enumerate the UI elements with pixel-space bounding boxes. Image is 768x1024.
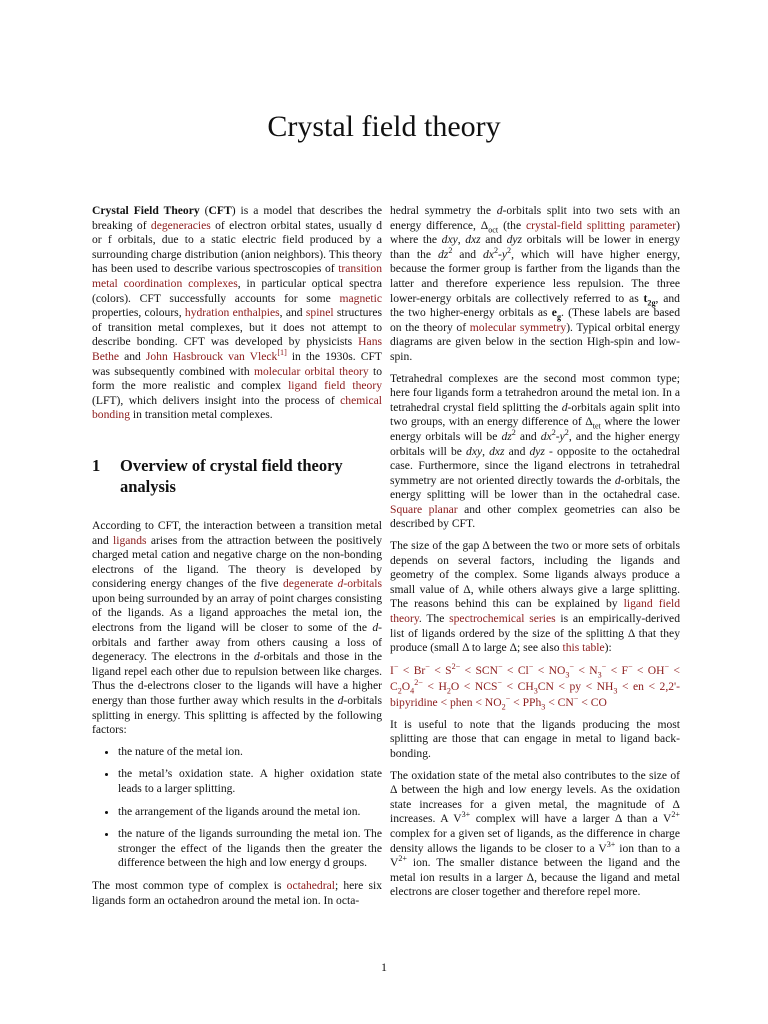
oxidation-state-paragraph: The oxidation state of the metal also contributes to the size of Δ between the high and low energy levels. As the oxidation state increases for a given metal, the magnitude of Δ increases. A $V^{3+}$ complex will have a larger Δ than a $V^{2+}$ complex for a given set of ligands, as the difference in charge density allows the ligands to be closer to a $V^{3+}$ ion than to a $V^{2+}$ ion. The smaller distance between the ligand and the metal ion results in a larger Δ, because the ligand and metal electrons are closer together and therefore repel more.: [390, 768, 681, 899]
right-column: [390, 204, 680, 907]
link-degenerate-d-orbitals[interactable]: degenerate d-orbitals: [282, 577, 382, 591]
spectrochemical-series: $I^- < Br^- < S^{2-} < SCN^- < Cl^- < NO_3^- < N_3^- < F^- < OH^- < C_2O_4^{2-} < H_2O < NCS^- < CH_3CN$ < py < $NH_3$ < en < 2,2'-bipyridine < phen < $NO_2^- < PPh_3 < CN^-$ < CO: [390, 661, 681, 712]
section-heading: [92, 455, 382, 497]
overview-paragraph: According to CFT, the interaction between a transition metal and ligands arises from the attraction between the positively charged metal cation and negative charge on the non-bonding electrons of the ligand. The theory is developed by considering energy changes of the five degenerate d-orbitals upon being surrounded by an array of point charges consisting of the ligands. As a ligand approaches the metal ion, the electrons from the ligand will be closer to some of the d-orbitals and farther away from others causing a loss of degeneracy. The electrons in the d-orbitals and those in the ligand repel each other due to repulsion between like charges. Thus the d-electrons closer to the ligands will have a higher energy than those further away which results in the d-orbitals splitting in energy. This splitting is affected by the following factors:: [92, 518, 383, 737]
link-hydration-enthalpies[interactable]: hydration enthalpies: [184, 306, 280, 320]
backbonding-paragraph: It is useful to note that the ligands producing the most splitting are those that can engage in metal to ligand back-bonding.: [390, 717, 680, 760]
link-magnetic[interactable]: magnetic: [339, 291, 382, 305]
link-this-table[interactable]: this table: [562, 641, 605, 655]
tetrahedral-paragraph: Tetrahedral complexes are the second most common type; here four ligands form a tetrahedron around the metal ion. In a tetrahedral crystal field splitting the d-orbitals again split into two groups, with an energy difference of $\Delta_{tet}$ where the lower energy orbitals will be $dz^2$ and $dx^2-y^2$, and the higher energy orbitals will be dxy, dxz and dyz - opposite to the octahedral case. Furthermore, since the ligand electrons in tetrahedral symmetry are not oriented directly towards the d-orbitals, the energy splitting will be lower than in the octahedral case. Square planar and other complex geometries can also be described by CFT.: [390, 371, 681, 531]
link-john-van-vleck[interactable]: John Hasbrouck van Vleck: [145, 349, 278, 363]
page-number: 1: [381, 960, 387, 974]
link-ligand-field-theory-2[interactable]: ligand field theory: [390, 597, 681, 626]
octahedral-cont-paragraph: hedral symmetry the d-orbitals split into two sets with an energy difference, $\Delta_{oct}$ (the crystal-field splitting parameter) where the dxy, dxz and dyz orbitals will be lower in energy than the $dz^2$ and $dx^2-y^2$, which will have higher energy, because the former group is farther from the ligands than the latter and therefore experience less repulsion. The three lower-energy orbitals are collectively referred to as $t_{2g}$, and the two higher-energy orbitals as $e_g$. (These labels are based on the theory of molecular symmetry). Typical orbital energy diagrams are given below in the section High-spin and low-spin.: [390, 204, 681, 363]
link-ligand-field-theory[interactable]: ligand field theory: [288, 379, 382, 393]
gap-size-paragraph: The size of the gap Δ between the two or more sets of orbitals depends on several factors, including the ligands and geometry of the complex. Some ligands always produce a small value of Δ, while others always give a large splitting. The reasons behind this can be explained by ligand field theory. The spectrochemical series is an empirically-derived list of ligands ordered by the size of the splitting Δ that they produce (small Δ to large Δ; see also this table):: [390, 539, 681, 655]
left-column: [92, 204, 382, 915]
link-molecular-orbital-theory[interactable]: molecular orbital theory: [253, 364, 369, 378]
intro-paragraph: Crystal Field Theory (CFT) is a model that describes the breaking of degeneracies of electron orbital states, usually d or f orbitals, due to a static electric field produced by a surrounding charge distribution (anion neighbors). This theory has been used to describe various spectroscopies of transition metal coordination complexes, in particular optical spectra (colors). CFT successfully accounts for some magnetic properties, colours, hydration enthalpies, and spinel structures of transition metal complexes, but it does not attempt to describe bonding. CFT was developed by physicists Hans Bethe and John Hasbrouck van Vleck[1] in the 1930s. CFT was subsequently combined with molecular orbital theory to form the more realistic and complex ligand field theory (LFT), which delivers insight into the process of chemical bonding in transition metal complexes.: [92, 204, 383, 422]
section-number: 1: [92, 455, 101, 475]
link-hans-bethe[interactable]: Hans Bethe: [92, 335, 382, 363]
octahedral-paragraph: The most common type of complex is octahedral; here six ligands form an octahedron around the metal ion. In octa-: [92, 878, 382, 907]
link-molecular-symmetry[interactable]: molecular symmetry: [469, 320, 567, 334]
section-title: Overview of crystal field theory analysis: [120, 455, 343, 496]
page-title: Crystal field theory: [267, 110, 501, 143]
list-item: • the arrangement of the ligands around the metal ion.: [118, 805, 382, 820]
link-transition-metal-complexes[interactable]: transition metal coordination complexes: [92, 262, 382, 290]
link-spectrochemical-series[interactable]: spectrochemical series: [449, 612, 556, 626]
link-ligands[interactable]: ligands: [113, 533, 147, 547]
factor-list: [92, 745, 382, 871]
link-octahedral[interactable]: octahedral: [286, 878, 335, 892]
link-chemical-bonding[interactable]: chemical bonding: [92, 393, 382, 422]
citation-link[interactable]: [1]: [277, 348, 287, 358]
list-item: • the nature of the metal ion.: [118, 745, 382, 760]
link-crystal-field-splitting-parameter[interactable]: crystal-field splitting parameter: [525, 218, 677, 232]
link-square-planar[interactable]: Square planar: [390, 502, 458, 516]
link-degeneracies[interactable]: degeneracies: [150, 218, 211, 232]
link-spinel[interactable]: spinel: [305, 306, 334, 320]
list-item: • the nature of the ligands surrounding the metal ion. The stronger the effect of the ligands then the greater the difference between the high and low energy d groups.: [118, 827, 382, 871]
list-item: • the metal’s oxidation state. A higher oxidation state leads to a larger splitting.: [118, 767, 382, 796]
